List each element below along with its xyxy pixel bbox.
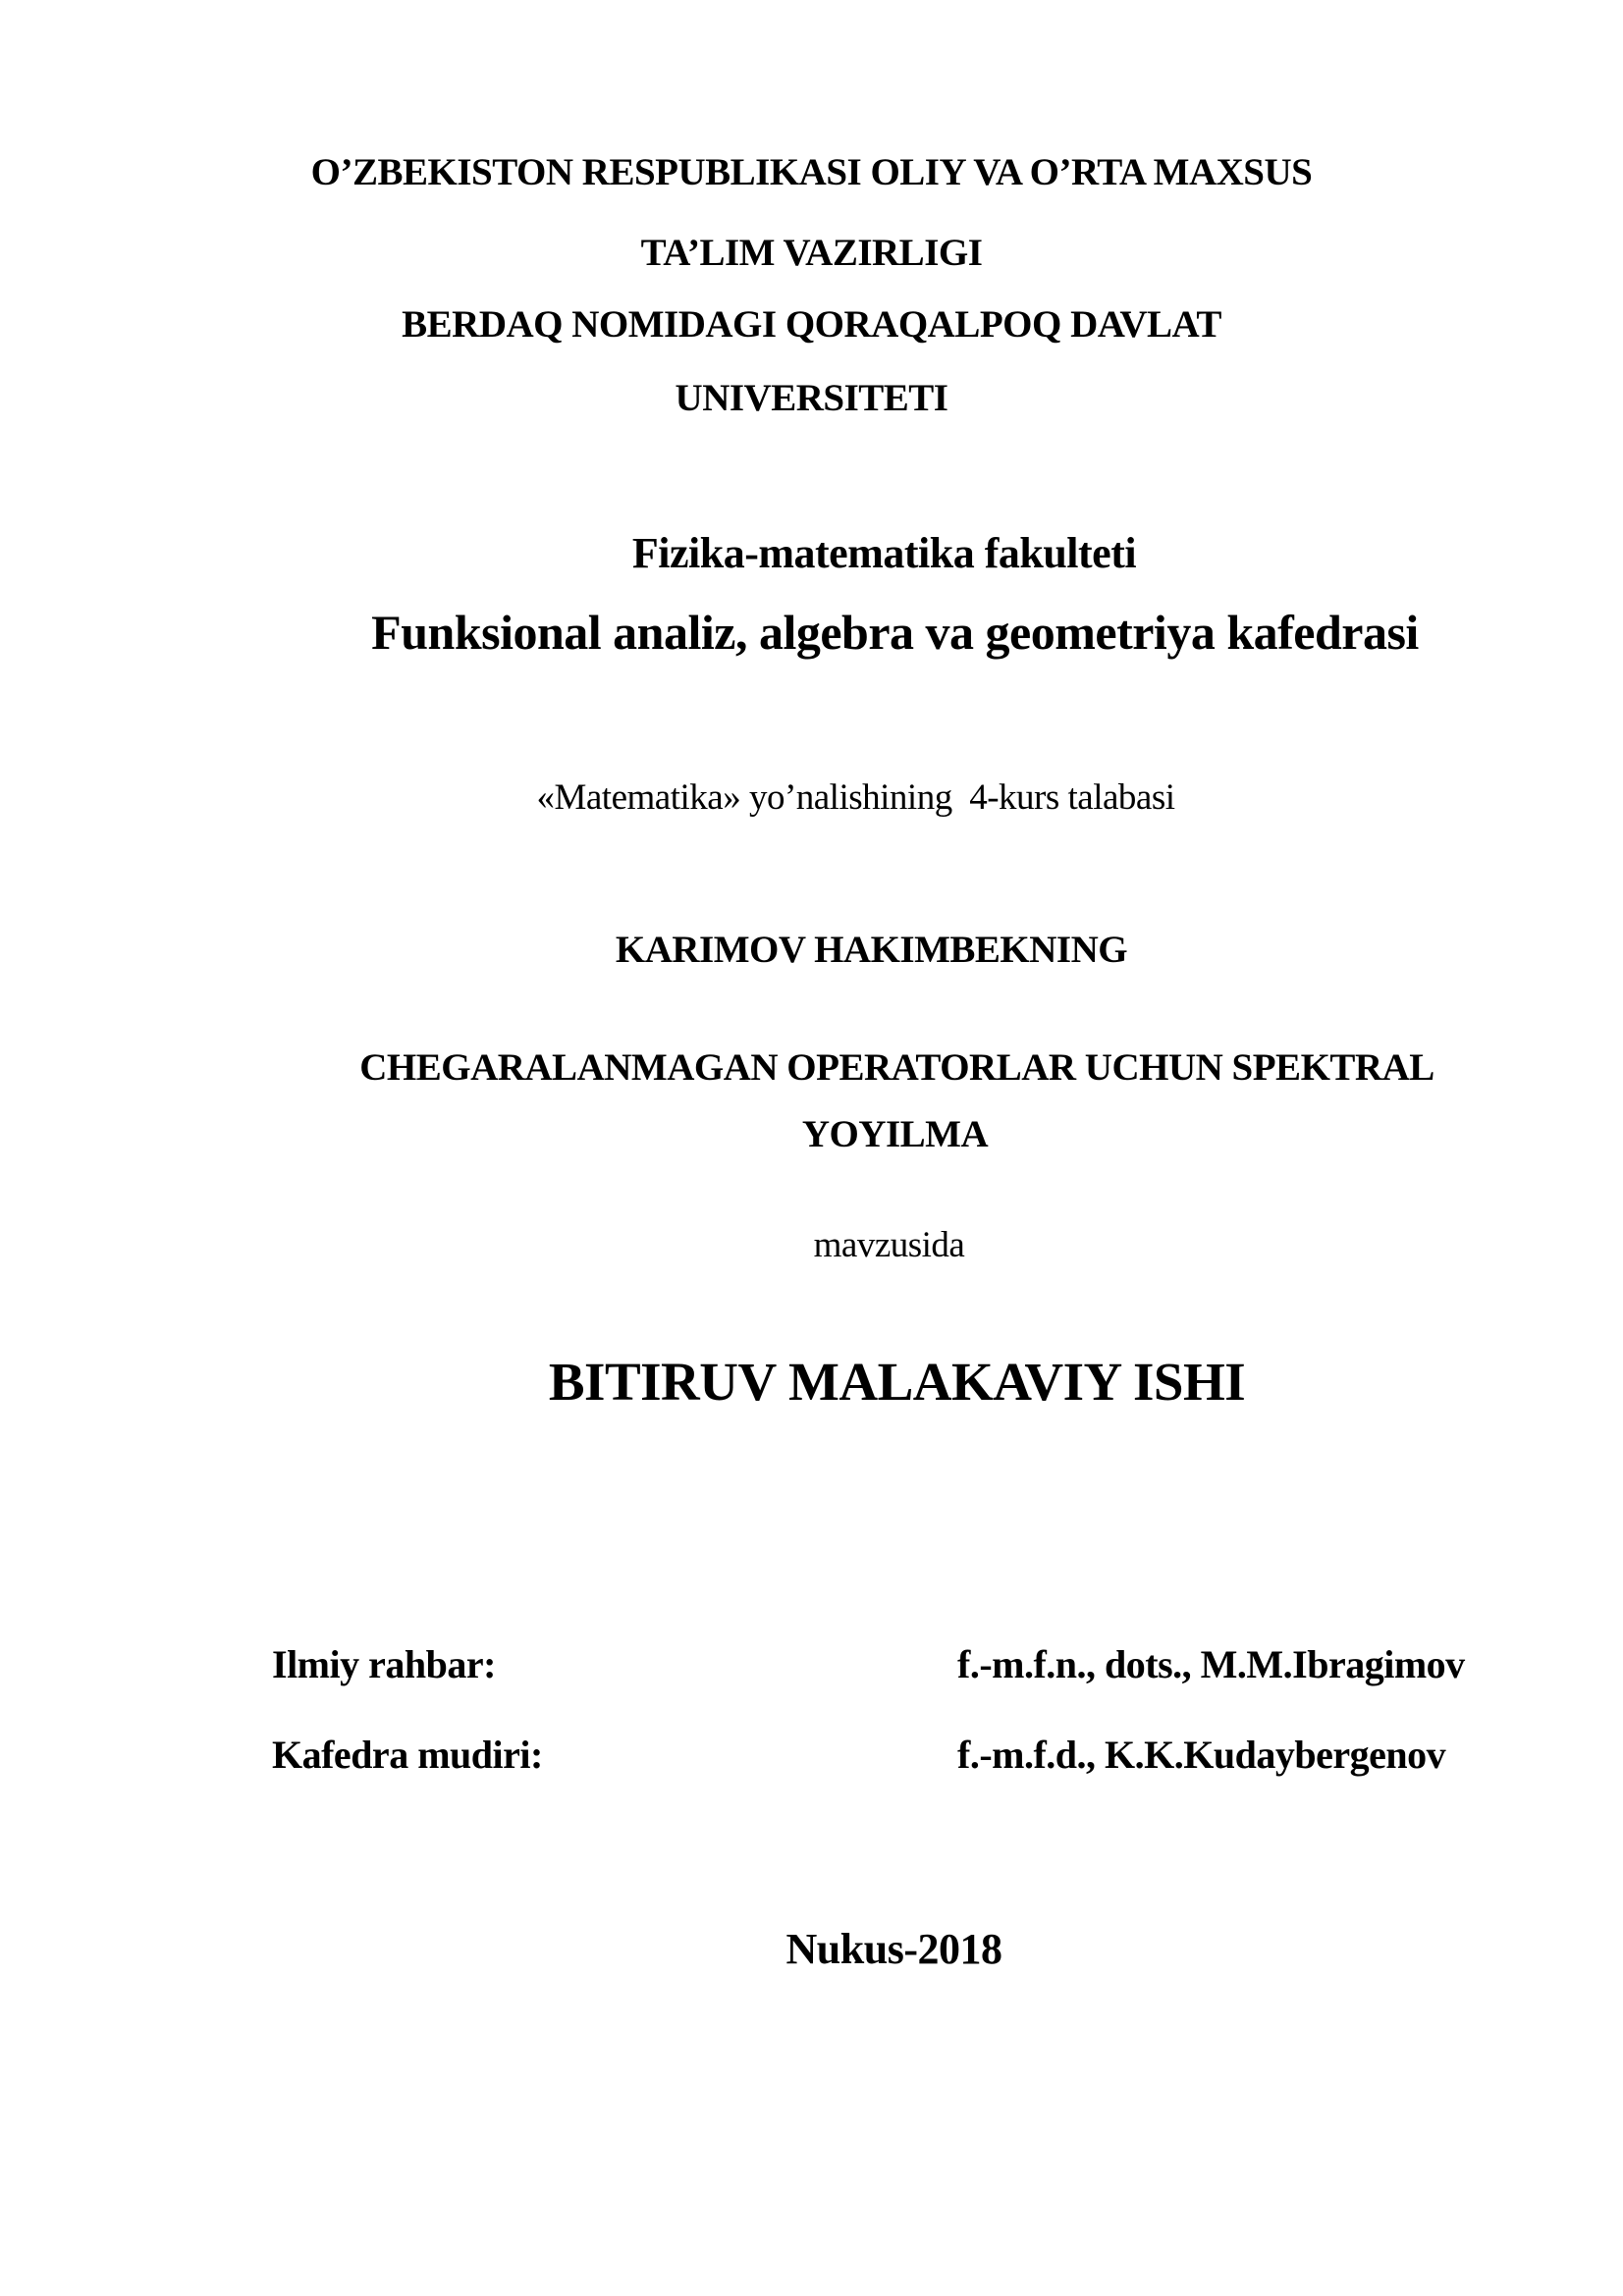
ministry-line-1: O’ZBEKISTON RESPUBLIKASI OLIY VA O’RTA MAXSUS (310, 151, 1313, 193)
department-head-role-label: Kafedra mudiri: (272, 1733, 543, 1777)
department-head-name: f.-m.f.d., K.K.Kudaybergenov (957, 1733, 1446, 1777)
work-type-title: BITIRUV MALAKAVIY ISHI (548, 1352, 1246, 1412)
university-line-2: UNIVERSITETI (675, 377, 948, 419)
supervisor-name: f.-m.f.n., dots., M.M.Ibragimov (957, 1642, 1465, 1686)
supervisor-role-label: Ilmiy rahbar: (272, 1642, 496, 1686)
student-program-line: «Matematika» yo’nalishining 4-kurs talabasi (536, 777, 1175, 818)
thesis-topic-line-2: YOYILMA (801, 1113, 989, 1155)
department-name: Funksional analiz, algebra va geometriya kafedrasi (371, 605, 1419, 660)
ministry-line-2: TA’LIM VAZIRLIGI (640, 232, 983, 274)
city-year: Nukus-2018 (785, 1925, 1002, 1973)
student-name: KARIMOV HAKIMBEKNING (615, 929, 1128, 971)
thesis-topic-line-1: CHEGARALANMAGAN OPERATORLAR UCHUN SPEKTRAL (359, 1046, 1434, 1089)
faculty-name: Fizika-matematika fakulteti (631, 529, 1137, 577)
university-line-1: BERDAQ NOMIDAGI QORAQALPOQ DAVLAT (402, 303, 1221, 346)
topic-suffix: mavzusida (813, 1225, 965, 1265)
